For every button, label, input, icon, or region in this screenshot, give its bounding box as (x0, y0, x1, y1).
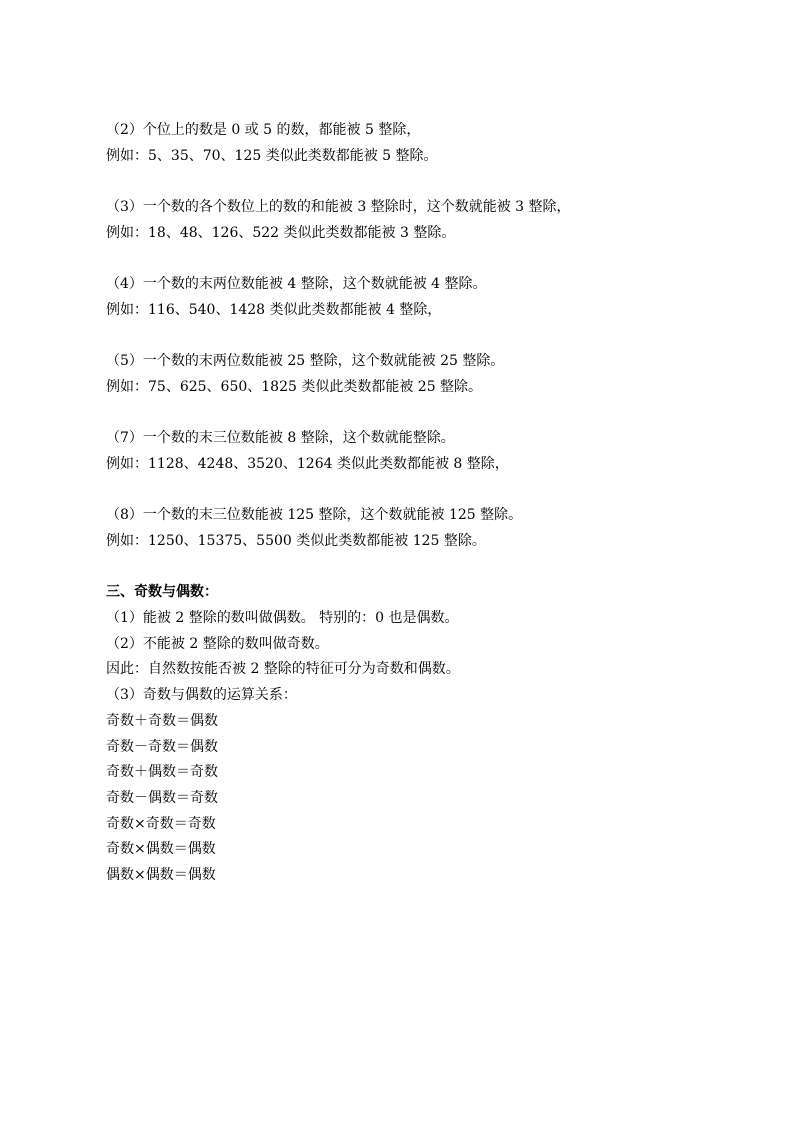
operation-rule: 偶数×偶数＝偶数 (106, 866, 216, 883)
paragraph-gap (106, 401, 606, 427)
operation-rule: 奇数×奇数＝奇数 (106, 815, 216, 832)
rule-25-text: （5）一个数的末两位数能被 25 整除，这个数就能被 25 整除。 (106, 353, 505, 370)
operation-rule: 奇数＋偶数＝奇数 (106, 764, 218, 781)
classification-note: 因此：自然数按能否被 2 整除的特征可分为奇数和偶数。 (106, 661, 460, 678)
operation-rule: 奇数×偶数＝偶数 (106, 841, 216, 858)
even-definition: （1）能被 2 整除的数叫做偶数。 特别的：0 也是偶数。 (106, 610, 459, 627)
section-heading: 三、奇数与偶数： (106, 584, 218, 601)
rule-4-example: 例如：116、540、1428 类似此类数都能被 4 整除， (106, 301, 442, 318)
rule-3-text: （3）一个数的各个数位上的数的和能被 3 整除时，这个数就能被 3 整除， (106, 199, 571, 216)
rule-3-example: 例如：18、48、126、522 类似此类数都能被 3 整除。 (106, 224, 456, 241)
paragraph-gap (106, 555, 606, 581)
paragraph-gap (106, 246, 606, 272)
rule-125-text: （8）一个数的末三位数能被 125 整除，这个数就能被 125 整除。 (106, 507, 523, 524)
paragraph-gap (106, 169, 606, 195)
rule-5-example: 例如：5、35、70、125 类似此类数都能被 5 整除。 (106, 147, 438, 164)
paragraph-gap (106, 478, 606, 504)
paragraph-gap (106, 324, 606, 350)
rule-125-example: 例如：1250、15375、5500 类似此类数都能被 125 整除。 (106, 533, 486, 550)
operation-rule: 奇数－偶数＝奇数 (106, 789, 218, 806)
operation-rule: 奇数＋奇数＝偶数 (106, 712, 218, 729)
rule-25-example: 例如：75、625、650、1825 类似此类数都能被 25 整除。 (106, 378, 483, 395)
operations-intro: （3）奇数与偶数的运算关系： (106, 687, 297, 704)
odd-definition: （2）不能被 2 整除的数叫做奇数。 (106, 635, 329, 652)
rule-8-text: （7）一个数的末三位数能被 8 整除，这个数就能整除。 (106, 430, 455, 447)
rule-4-text: （4）一个数的末两位数能被 4 整除，这个数就能被 4 整除。 (106, 276, 487, 293)
document-page (106, 118, 606, 889)
operation-rule: 奇数－奇数＝偶数 (106, 738, 218, 755)
rule-5-text: （2）个位上的数是 0 或 5 的数，都能被 5 整除， (106, 122, 421, 138)
rule-8-example: 例如：1128、4248、3520、1264 类似此类数都能被 8 整除， (106, 455, 509, 472)
